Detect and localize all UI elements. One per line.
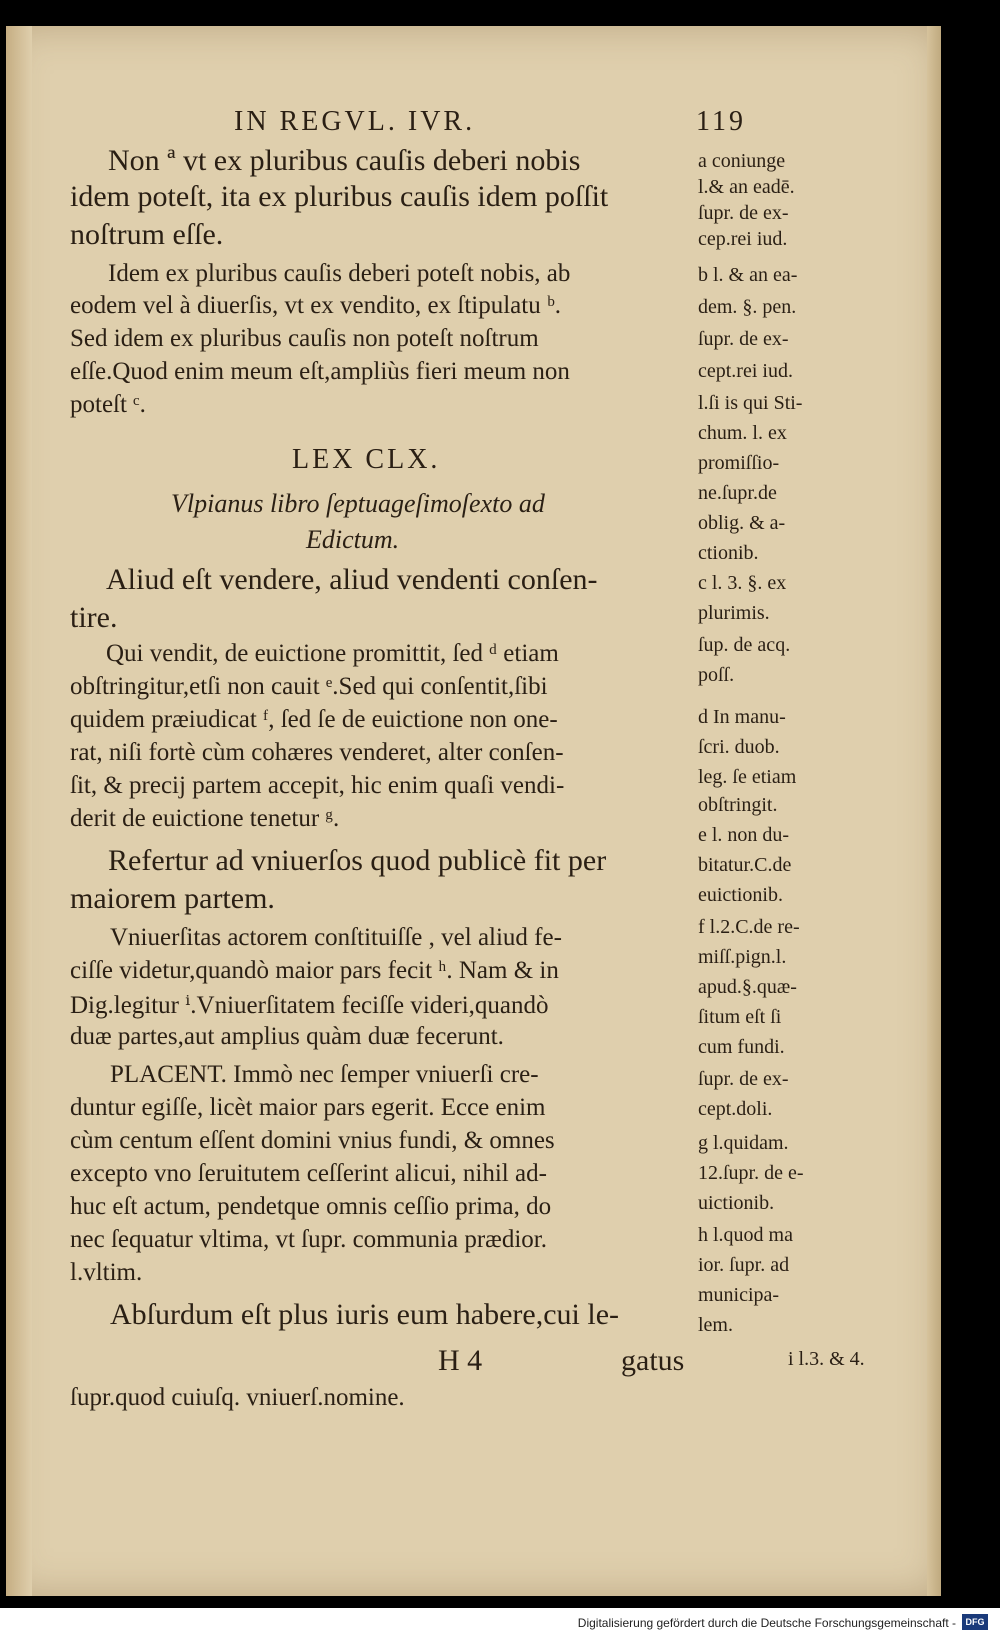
margin-note: 12.ſupr. de e- <box>698 1162 804 1184</box>
margin-note: ctionib. <box>698 542 759 564</box>
text-line: Refertur ad vniuerſos quod publicè fit per <box>108 844 607 877</box>
margin-note: cept.rei iud. <box>698 360 793 382</box>
margin-note: ſupr. de ex- <box>698 1068 789 1090</box>
margin-note: l.ſi is qui Sti- <box>698 392 803 414</box>
bottom-note-line: ſupr.quod cuiuſq. vniuerſ.nomine. <box>70 1384 405 1411</box>
margin-note: dem. §. pen. <box>698 296 797 318</box>
margin-note: h l.quod ma <box>698 1224 793 1246</box>
section-heading: LEX CLX. <box>292 444 441 475</box>
text-line: Sed idem ex pluribus cauſis non poteſt noſtrum <box>70 325 539 352</box>
margin-note: cum fundi. <box>698 1036 785 1058</box>
text-line: Qui vendit, de euictione promittit, ſed ᵈ etiam <box>106 640 559 667</box>
text-line: noſtrum eſſe. <box>70 218 224 251</box>
text-line: ſit, & precij partem accepit, hic enim quaſi vendi- <box>70 772 565 799</box>
footer-credit: Digitalisierung gefördert durch die Deutsche Forschungsgemeinschaft - <box>577 1616 956 1630</box>
margin-note: a coniunge <box>698 150 786 172</box>
running-title: IN REGVL. IVR. <box>234 106 476 137</box>
margin-note: leg. ſe etiam <box>698 766 797 788</box>
margin-note: bitatur.C.de <box>698 854 792 876</box>
page-edge <box>927 26 941 1596</box>
text-line: eodem vel à diuerſis, vt ex vendito, ex ſtipulatu ᵇ. <box>70 292 561 319</box>
margin-note: g l.quidam. <box>698 1132 789 1154</box>
text-line: nec ſequatur vltima, vt ſupr. communia prædior. <box>70 1226 547 1253</box>
margin-note: municipa- <box>698 1284 780 1306</box>
margin-note: chum. l. ex <box>698 422 787 444</box>
margin-note: plurimis. <box>698 602 770 624</box>
margin-note: ne.ſupr.de <box>698 482 777 504</box>
page-number: 119 <box>696 106 746 137</box>
margin-note: poſſ. <box>698 664 735 686</box>
margin-note: l.& an eadē. <box>698 176 795 198</box>
text-line: ciſſe videtur,quandò maior pars fecit ʰ. Nam & in <box>70 957 559 984</box>
text-line: Dig.legitur ⁱ.Vniuerſitatem feciſſe videri,quandò <box>70 992 549 1019</box>
signature-mark: H 4 <box>438 1344 483 1377</box>
margin-note: ſup. de acq. <box>698 634 791 656</box>
margin-note: uictionib. <box>698 1192 775 1214</box>
text-line: cùm centum eſſent domini vnius fundi, & omnes <box>70 1127 555 1154</box>
text-line: tire. <box>70 601 118 634</box>
margin-note: cept.doli. <box>698 1098 773 1120</box>
text-line: rat, niſi fortè cùm cohæres venderet, alter conſen- <box>70 739 564 766</box>
margin-note: i l.3. & 4. <box>788 1348 865 1370</box>
text-line: obſtringitur,etſi non cauit ᵉ.Sed qui conſentit,ſibi <box>70 673 548 700</box>
text-line: Abſurdum eſt plus iuris eum habere,cui le- <box>110 1298 620 1331</box>
section-subheading: Vlpianus libro ſeptuageſimoſexto ad <box>171 489 545 518</box>
text-line: derit de euictione tenetur ᵍ. <box>70 805 340 832</box>
margin-note: ſupr. de ex- <box>698 202 789 224</box>
text-line: duæ partes,aut amplius quàm duæ fecerunt. <box>70 1023 504 1050</box>
margin-note: c l. 3. §. ex <box>698 572 787 594</box>
text-line: Aliud eſt vendere, aliud vendenti conſen- <box>106 563 598 596</box>
margin-note: cep.rei iud. <box>698 228 788 250</box>
text-line: maiorem partem. <box>70 882 275 915</box>
text-line: Idem ex pluribus cauſis deberi poteſt nobis, ab <box>108 260 571 287</box>
margin-note: f l.2.C.de re- <box>698 916 800 938</box>
margin-note: oblig. & a- <box>698 512 786 534</box>
text-line: huc eſt actum, pendetque omnis ceſſio prima, do <box>70 1193 552 1220</box>
page-gutter <box>6 26 32 1596</box>
margin-note: ſcri. duob. <box>698 736 780 758</box>
margin-note: apud.§.quæ- <box>698 976 797 998</box>
text-line: eſſe.Quod enim meum eſt,ampliùs fieri meum non <box>70 358 570 385</box>
margin-note: ior. ſupr. ad <box>698 1254 790 1276</box>
text-line: poteſt ᶜ. <box>70 391 146 418</box>
margin-note: obſtringit. <box>698 794 778 816</box>
text-line: duntur egiſſe, licèt maior pars egerit. Ecce enim <box>70 1094 546 1121</box>
book-page <box>6 26 941 1596</box>
section-subheading: Edictum. <box>306 525 400 554</box>
margin-note: miſſ.pign.l. <box>698 946 787 968</box>
digitization-footer <box>0 1608 1000 1643</box>
margin-note: promiſſio- <box>698 452 780 474</box>
text-line: l.vltim. <box>70 1259 143 1286</box>
margin-note: b l. & an ea- <box>698 264 798 286</box>
margin-note: d In manu- <box>698 706 786 728</box>
margin-note: e l. non du- <box>698 824 790 846</box>
margin-note: euictionib. <box>698 884 783 906</box>
text-line: idem poteſt, ita ex pluribus cauſis idem poſſit <box>70 180 609 213</box>
text-line: quidem præiudicat ᶠ, ſed ſe de euictione non one- <box>70 706 558 733</box>
text-line: PLACENT. Immò nec ſemper vniuerſi cre- <box>110 1061 539 1088</box>
catchword: gatus <box>621 1344 685 1377</box>
text-line: Non ª vt ex pluribus cauſis deberi nobis <box>108 144 581 177</box>
margin-note: ſupr. de ex- <box>698 328 789 350</box>
text-line: excepto vno ſeruitutem ceſſerint alicui, nihil ad- <box>70 1160 547 1187</box>
dfg-logo: DFG <box>962 1614 988 1630</box>
margin-note: ſitum eſt ſi <box>698 1006 782 1028</box>
margin-note: lem. <box>698 1314 733 1336</box>
text-line: Vniuerſitas actorem conſtituiſſe , vel aliud fe- <box>110 924 562 951</box>
